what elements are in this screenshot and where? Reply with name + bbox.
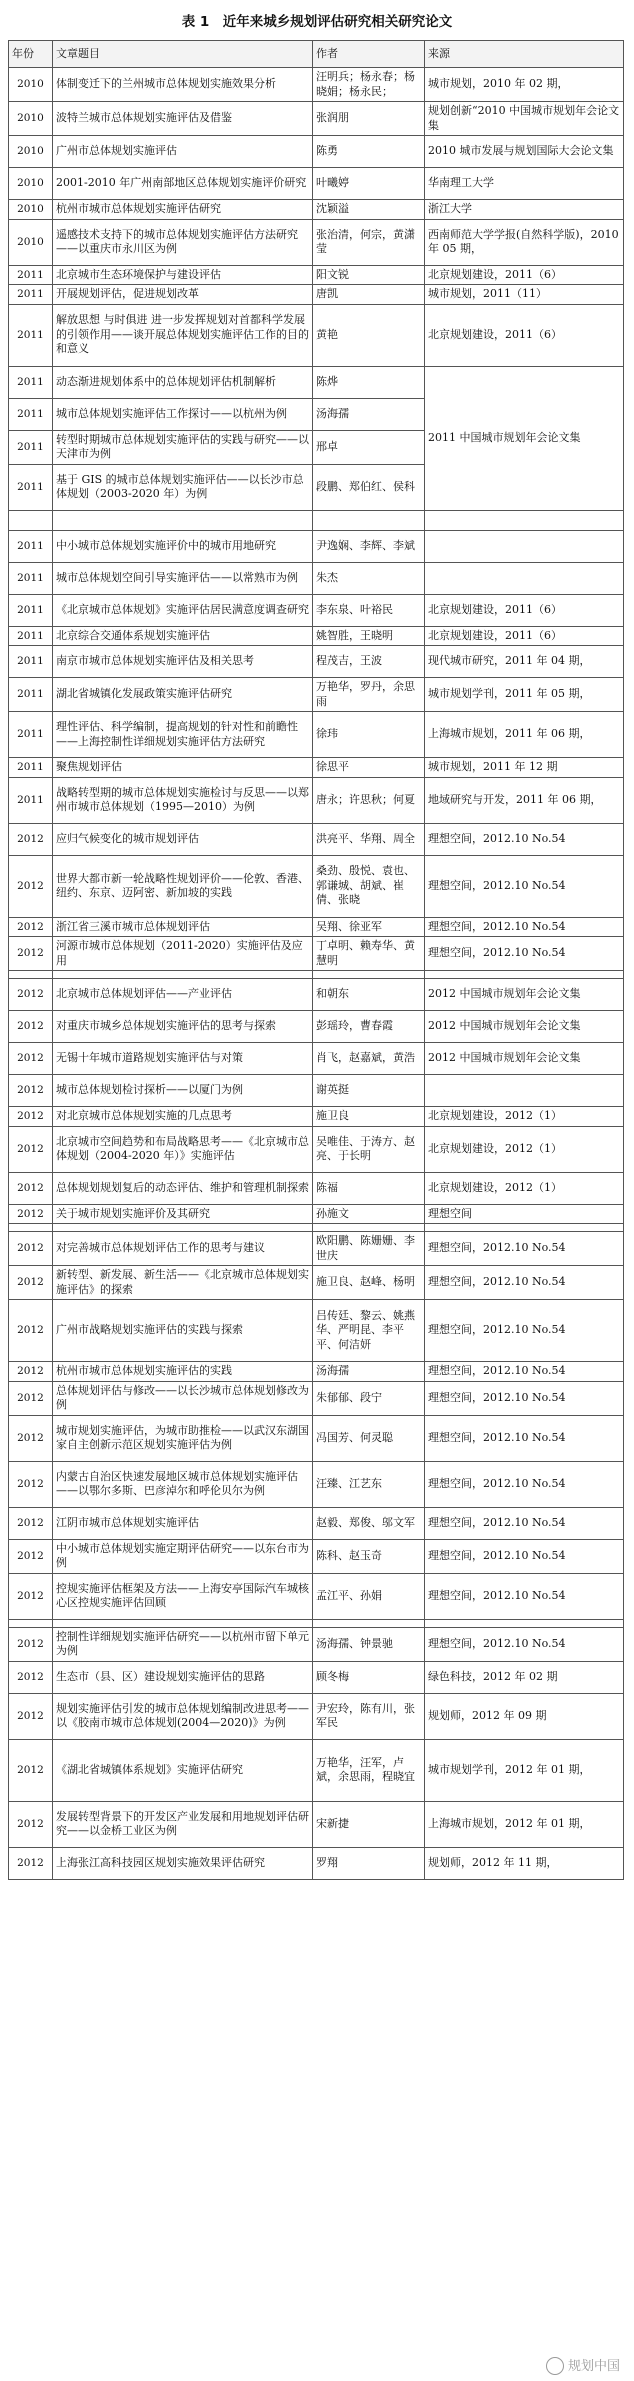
cell-year: 2012 bbox=[9, 1539, 53, 1573]
table-row bbox=[9, 1661, 624, 1693]
cell-source: 浙江大学 bbox=[425, 200, 624, 220]
cell-author: 李东泉、叶裕民 bbox=[313, 594, 425, 626]
table-row bbox=[9, 102, 624, 136]
table-row bbox=[9, 1362, 624, 1382]
cell-author: 程茂吉，王波 bbox=[313, 646, 425, 678]
cell-title: 城市规划实施评估，为城市助推检——以武汉东湖国家自主创新示范区规划实施评估为例 bbox=[53, 1415, 313, 1461]
table-row bbox=[9, 1172, 624, 1204]
cell-source: 地域研究与开发，2011 年 06 期， bbox=[425, 777, 624, 823]
cell-author: 顾冬梅 bbox=[313, 1661, 425, 1693]
cell-source: 理想空间，2012.10 No.54 bbox=[425, 855, 624, 917]
cell-author: 徐玮 bbox=[313, 712, 425, 758]
cell-author: 吴翔、徐亚军 bbox=[313, 917, 425, 937]
cell-source bbox=[425, 1075, 624, 1107]
cell-author: 欧阳鹏、陈姗姗、李世庆 bbox=[313, 1232, 425, 1266]
cell-author: 赵毅、郑俊、邬文军 bbox=[313, 1507, 425, 1539]
table-row bbox=[9, 1266, 624, 1300]
cell-author: 汤海孺 bbox=[313, 1362, 425, 1382]
cell-year: 2012 bbox=[9, 1627, 53, 1661]
cell-title: 无锡十年城市道路规划实施评估与对策 bbox=[53, 1043, 313, 1075]
table-row bbox=[9, 678, 624, 712]
cell-title: 聚焦规划评估 bbox=[53, 758, 313, 778]
cell-year: 2012 bbox=[9, 1075, 53, 1107]
cell-title: 对北京城市总体规划实施的几点思考 bbox=[53, 1107, 313, 1127]
cell-title: 规划实施评估引发的城市总体规划编制改进思考——以《胶南市城市总体规划(2004—2020)》为例 bbox=[53, 1693, 313, 1739]
cell-title: 中小城市总体规划实施定期评估研究——以东台市为例 bbox=[53, 1539, 313, 1573]
cell-source: 2012 中国城市规划年会论文集 bbox=[425, 1043, 624, 1075]
cell-year: 2010 bbox=[9, 219, 53, 265]
table-row bbox=[9, 1232, 624, 1266]
cell-source bbox=[425, 562, 624, 594]
table-row bbox=[9, 1381, 624, 1415]
cell-source: 理想空间，2012.10 No.54 bbox=[425, 1539, 624, 1573]
cell-author: 汪明兵；杨永春；杨晓娟；杨永民； bbox=[313, 68, 425, 102]
table-row bbox=[9, 1461, 624, 1507]
cell-year: 2010 bbox=[9, 102, 53, 136]
cell-source: 规划师，2012 年 09 期 bbox=[425, 1693, 624, 1739]
table-row bbox=[9, 1627, 624, 1661]
cell-author bbox=[313, 510, 425, 530]
cell-author: 汤海孺 bbox=[313, 398, 425, 430]
cell-title: 广州市总体规划实施评估 bbox=[53, 136, 313, 168]
cell-source: 理想空间，2012.10 No.54 bbox=[425, 823, 624, 855]
cell-title: 新转型、新发展、新生活——《北京城市总体规划实施评估》的探索 bbox=[53, 1266, 313, 1300]
cell-source: 理想空间，2012.10 No.54 bbox=[425, 1362, 624, 1382]
cell-title: 体制变迁下的兰州城市总体规划实施效果分析 bbox=[53, 68, 313, 102]
cell-year: 2012 bbox=[9, 979, 53, 1011]
cell-year: 2012 bbox=[9, 1172, 53, 1204]
cell-source: 上海城市规划，2012 年 01 期， bbox=[425, 1801, 624, 1847]
cell-source: 理想空间，2012.10 No.54 bbox=[425, 1507, 624, 1539]
cell-title: 波特兰城市总体规划实施评估及借鉴 bbox=[53, 102, 313, 136]
cell-title: 《北京城市总体规划》实施评估居民满意度调查研究 bbox=[53, 594, 313, 626]
cell-year: 2012 bbox=[9, 1266, 53, 1300]
table-header-row bbox=[9, 41, 624, 68]
cell-author: 唐凯 bbox=[313, 285, 425, 305]
cell-source: 规划师，2012 年 11 期， bbox=[425, 1847, 624, 1879]
table-row bbox=[9, 1204, 624, 1224]
cell-title: 理性评估、科学编制，提高规划的针对性和前瞻性——上海控制性详细规划实施评估方法研究 bbox=[53, 712, 313, 758]
cell-source: 北京规划建设，2011（6） bbox=[425, 265, 624, 285]
cell-source: 理想空间，2012.10 No.54 bbox=[425, 1381, 624, 1415]
watermark bbox=[546, 2355, 620, 2376]
cell-author: 汪臻、江艺东 bbox=[313, 1461, 425, 1507]
table-row bbox=[9, 510, 624, 530]
table-row bbox=[9, 937, 624, 971]
cell-title: 内蒙古自治区快速发展地区城市总体规划实施评估——以鄂尔多斯、巴彦淖尔和呼伦贝尔为例 bbox=[53, 1461, 313, 1507]
cell-source: 北京规划建设，2012（1） bbox=[425, 1126, 624, 1172]
cell-title: 动态渐进规划体系中的总体规划评估机制解析 bbox=[53, 366, 313, 398]
table-row bbox=[9, 1075, 624, 1107]
table-row bbox=[9, 646, 624, 678]
cell-title: 《湖北省城镇体系规划》实施评估研究 bbox=[53, 1739, 313, 1801]
cell-author: 黄艳 bbox=[313, 304, 425, 366]
cell-title bbox=[53, 971, 313, 979]
cell-author: 吴唯佳、于涛方、赵亮、于长明 bbox=[313, 1126, 425, 1172]
cell-title: 控制性详细规划实施评估研究——以杭州市留下单元为例 bbox=[53, 1627, 313, 1661]
table-row bbox=[9, 1801, 624, 1847]
cell-year: 2012 bbox=[9, 937, 53, 971]
cell-author: 朱杰 bbox=[313, 562, 425, 594]
cell-title: 2001-2010 年广州南部地区总体规划实施评价研究 bbox=[53, 168, 313, 200]
cell-title: 总体规划评估与修改——以长沙城市总体规划修改为例 bbox=[53, 1381, 313, 1415]
cell-author: 叶曦婷 bbox=[313, 168, 425, 200]
cell-author: 孙施文 bbox=[313, 1204, 425, 1224]
cell-title: 城市总体规划空间引导实施评估——以常熟市为例 bbox=[53, 562, 313, 594]
cell-author: 尹逸娴、李辉、李斌 bbox=[313, 530, 425, 562]
cell-year: 2012 bbox=[9, 855, 53, 917]
table-row bbox=[9, 366, 624, 398]
table-row bbox=[9, 530, 624, 562]
table-row bbox=[9, 1107, 624, 1127]
header-title: 文章题目 bbox=[53, 41, 313, 68]
cell-year: 2010 bbox=[9, 68, 53, 102]
cell-source: 城市规划学刊，2011 年 05 期， bbox=[425, 678, 624, 712]
table-row bbox=[9, 1224, 624, 1232]
cell-source: 现代城市研究，2011 年 04 期， bbox=[425, 646, 624, 678]
cell-year: 2012 bbox=[9, 1801, 53, 1847]
table-row bbox=[9, 758, 624, 778]
table-row bbox=[9, 68, 624, 102]
cell-author: 吕传廷、黎云、姚燕华、严明昆、李平平、何洁妍 bbox=[313, 1300, 425, 1362]
cell-title: 开展规划评估，促进规划改革 bbox=[53, 285, 313, 305]
cell-source: 理想空间，2012.10 No.54 bbox=[425, 1573, 624, 1619]
cell-source: 北京规划建设，2012（1） bbox=[425, 1107, 624, 1127]
table-row bbox=[9, 823, 624, 855]
cell-title: 对重庆市城乡总体规划实施评估的思考与探索 bbox=[53, 1011, 313, 1043]
cell-author: 唐永；许思秋；何夏 bbox=[313, 777, 425, 823]
table-row bbox=[9, 855, 624, 917]
table-row bbox=[9, 1011, 624, 1043]
cell-source: 北京规划建设，2012（1） bbox=[425, 1172, 624, 1204]
cell-source bbox=[425, 510, 624, 530]
cell-author: 陈科、赵玉奇 bbox=[313, 1539, 425, 1573]
cell-author: 施卫良、赵峰、杨明 bbox=[313, 1266, 425, 1300]
table-row bbox=[9, 594, 624, 626]
cell-title: 河源市城市总体规划（2011-2020）实施评估及应用 bbox=[53, 937, 313, 971]
cell-year: 2011 bbox=[9, 758, 53, 778]
cell-author: 肖飞，赵嘉斌，黄浩 bbox=[313, 1043, 425, 1075]
cell-year: 2012 bbox=[9, 1739, 53, 1801]
cell-source: 城市规划，2011 年 12 期 bbox=[425, 758, 624, 778]
cell-source: 理想空间，2012.10 No.54 bbox=[425, 1461, 624, 1507]
cell-source: 西南师范大学学报(自然科学版)，2010 年 05 期， bbox=[425, 219, 624, 265]
table-row bbox=[9, 285, 624, 305]
table-row bbox=[9, 200, 624, 220]
cell-title: 北京城市空间趋势和布局战略思考——《北京城市总体规划（2004-2020 年）》实施评估 bbox=[53, 1126, 313, 1172]
cell-title: 上海张江高科技园区规划实施效果评估研究 bbox=[53, 1847, 313, 1879]
cell-year bbox=[9, 1619, 53, 1627]
cell-source: 华南理工大学 bbox=[425, 168, 624, 200]
cell-year: 2012 bbox=[9, 1847, 53, 1879]
cell-author: 谢英挺 bbox=[313, 1075, 425, 1107]
cell-year: 2012 bbox=[9, 1693, 53, 1739]
cell-source: 城市规划，2011（11） bbox=[425, 285, 624, 305]
table-row bbox=[9, 712, 624, 758]
cell-author: 汤海孺、钟景驰 bbox=[313, 1627, 425, 1661]
cell-author: 宋新捷 bbox=[313, 1801, 425, 1847]
cell-author: 丁卓明、赖寿华、黄慧明 bbox=[313, 937, 425, 971]
cell-source: 理想空间，2012.10 No.54 bbox=[425, 1627, 624, 1661]
cell-author: 桑劲、殷悦、袁也、郭谦城、胡斌、崔倩、张晓 bbox=[313, 855, 425, 917]
header-year: 年份 bbox=[9, 41, 53, 68]
table-row bbox=[9, 136, 624, 168]
cell-source: 2010 城市发展与规划国际大会论文集 bbox=[425, 136, 624, 168]
cell-title: 浙江省三溪市城市总体规划评估 bbox=[53, 917, 313, 937]
cell-source: 理想空间，2012.10 No.54 bbox=[425, 1300, 624, 1362]
cell-year: 2011 bbox=[9, 626, 53, 646]
cell-author: 陈勇 bbox=[313, 136, 425, 168]
cell-author: 姚智胜，王晓明 bbox=[313, 626, 425, 646]
watermark-text: 规划中国 bbox=[567, 2358, 620, 2374]
table-row bbox=[9, 1415, 624, 1461]
cell-source bbox=[425, 1224, 624, 1232]
cell-author: 尹宏玲，陈有川，张军民 bbox=[313, 1693, 425, 1739]
cell-title: 北京城市总体规划评估——产业评估 bbox=[53, 979, 313, 1011]
table-body bbox=[9, 68, 624, 1880]
cell-year: 2010 bbox=[9, 200, 53, 220]
cell-author: 洪亮平、华翔、周全 bbox=[313, 823, 425, 855]
cell-year bbox=[9, 510, 53, 530]
table-row bbox=[9, 1693, 624, 1739]
cell-title bbox=[53, 1224, 313, 1232]
cell-author bbox=[313, 1224, 425, 1232]
cell-year: 2012 bbox=[9, 823, 53, 855]
cell-author: 彭瑶玲，曹春霞 bbox=[313, 1011, 425, 1043]
table-row bbox=[9, 1126, 624, 1172]
cell-author: 张治清，何宗，黄潇莹 bbox=[313, 219, 425, 265]
cell-title: 生态市（县、区）建设规划实施评估的思路 bbox=[53, 1661, 313, 1693]
table-caption: 表 1 近年来城乡规划评估研究相关研究论文 bbox=[181, 14, 453, 30]
cell-year: 2012 bbox=[9, 1043, 53, 1075]
cell-author: 冯国芳、何灵聪 bbox=[313, 1415, 425, 1461]
papers-table bbox=[8, 40, 624, 1880]
cell-year: 2012 bbox=[9, 1381, 53, 1415]
cell-year: 2011 bbox=[9, 594, 53, 626]
cell-title: 杭州市城市总体规划实施评估的实践 bbox=[53, 1362, 313, 1382]
cell-year: 2012 bbox=[9, 1126, 53, 1172]
cell-source: 理想空间，2012.10 No.54 bbox=[425, 937, 624, 971]
cell-year: 2012 bbox=[9, 1300, 53, 1362]
cell-year: 2011 bbox=[9, 777, 53, 823]
cell-year: 2012 bbox=[9, 1232, 53, 1266]
cell-year: 2010 bbox=[9, 168, 53, 200]
cell-title: 南京市城市总体规划实施评估及相关思考 bbox=[53, 646, 313, 678]
cell-source: 理想空间 bbox=[425, 1204, 624, 1224]
cell-year: 2012 bbox=[9, 1362, 53, 1382]
cell-author: 张润朋 bbox=[313, 102, 425, 136]
cell-source: 理想空间，2012.10 No.54 bbox=[425, 1266, 624, 1300]
cell-year: 2012 bbox=[9, 1661, 53, 1693]
table-row bbox=[9, 979, 624, 1011]
cell-year: 2012 bbox=[9, 1507, 53, 1539]
cell-title: 基于 GIS 的城市总体规划实施评估——以长沙市总体规划（2003-2020 年）为例 bbox=[53, 464, 313, 510]
cell-title bbox=[53, 510, 313, 530]
cell-author: 罗翔 bbox=[313, 1847, 425, 1879]
cell-title: 对完善城市总体规划评估工作的思考与建议 bbox=[53, 1232, 313, 1266]
cell-year bbox=[9, 1224, 53, 1232]
cell-year bbox=[9, 971, 53, 979]
cell-author: 陈烨 bbox=[313, 366, 425, 398]
cell-year: 2011 bbox=[9, 398, 53, 430]
cell-author: 朱郁郁、段宁 bbox=[313, 1381, 425, 1415]
table-row bbox=[9, 304, 624, 366]
cell-source: 城市规划，2010 年 02 期， bbox=[425, 68, 624, 102]
cell-source: 理想空间，2012.10 No.54 bbox=[425, 917, 624, 937]
cell-source-merged: 2011 中国城市规划年会论文集 bbox=[425, 366, 624, 510]
cell-source: 北京规划建设，2011（6） bbox=[425, 626, 624, 646]
cell-source: 2012 中国城市规划年会论文集 bbox=[425, 1011, 624, 1043]
table-row bbox=[9, 265, 624, 285]
cell-author: 施卫良 bbox=[313, 1107, 425, 1127]
table-row bbox=[9, 1739, 624, 1801]
cell-title: 解放思想 与时俱进 进一步发挥规划对首都科学发展的引领作用——谈开展总体规划实施评估工作的目的和意义 bbox=[53, 304, 313, 366]
table-row bbox=[9, 1619, 624, 1627]
cell-title: 北京综合交通体系规划实施评估 bbox=[53, 626, 313, 646]
cell-title bbox=[53, 1619, 313, 1627]
cell-author: 段鹏、郑伯红、侯科 bbox=[313, 464, 425, 510]
cell-year: 2012 bbox=[9, 1573, 53, 1619]
cell-source: 理想空间，2012.10 No.54 bbox=[425, 1415, 624, 1461]
cell-title: 发展转型背景下的开发区产业发展和用地规划评估研究——以金桥工业区为例 bbox=[53, 1801, 313, 1847]
cell-author bbox=[313, 971, 425, 979]
table-row bbox=[9, 1539, 624, 1573]
cell-author: 万艳华，汪军，卢斌，余思雨，程晓宜 bbox=[313, 1739, 425, 1801]
header-author: 作者 bbox=[313, 41, 425, 68]
table-row bbox=[9, 562, 624, 594]
cell-title: 城市总体规划检讨探析——以厦门为例 bbox=[53, 1075, 313, 1107]
table-row bbox=[9, 1507, 624, 1539]
cell-year: 2011 bbox=[9, 285, 53, 305]
cell-source: 上海城市规划，2011 年 06 期， bbox=[425, 712, 624, 758]
header-source: 来源 bbox=[425, 41, 624, 68]
cell-source: 2012 中国城市规划年会论文集 bbox=[425, 979, 624, 1011]
cell-title: 世界大都市新一轮战略性规划评价——伦敦、香港、纽约、东京、迈阿密、新加坡的实践 bbox=[53, 855, 313, 917]
cell-title: 中小城市总体规划实施评价中的城市用地研究 bbox=[53, 530, 313, 562]
cell-year: 2012 bbox=[9, 1204, 53, 1224]
cell-title: 总体规划规划复后的动态评估、维护和管理机制探索 bbox=[53, 1172, 313, 1204]
cell-author: 孟江平、孙娟 bbox=[313, 1573, 425, 1619]
cell-year: 2011 bbox=[9, 430, 53, 464]
table-row bbox=[9, 777, 624, 823]
cell-author: 万艳华，罗丹，余思雨 bbox=[313, 678, 425, 712]
cell-year: 2011 bbox=[9, 562, 53, 594]
cell-author bbox=[313, 1619, 425, 1627]
cell-source bbox=[425, 971, 624, 979]
cell-year: 2010 bbox=[9, 136, 53, 168]
cell-title: 湖北省城镇化发展政策实施评估研究 bbox=[53, 678, 313, 712]
cell-title: 江阴市城市总体规划实施评估 bbox=[53, 1507, 313, 1539]
cell-year: 2011 bbox=[9, 646, 53, 678]
cell-title: 北京城市生态环境保护与建设评估 bbox=[53, 265, 313, 285]
table-row bbox=[9, 1043, 624, 1075]
cell-title: 遥感技术支持下的城市总体规划实施评估方法研究——以重庆市永川区为例 bbox=[53, 219, 313, 265]
cell-source: 规划创新“2010 中国城市规划年会论文集 bbox=[425, 102, 624, 136]
cell-year: 2011 bbox=[9, 304, 53, 366]
cell-year: 2012 bbox=[9, 1107, 53, 1127]
table-row bbox=[9, 626, 624, 646]
cell-title: 杭州市城市总体规划实施评估研究 bbox=[53, 200, 313, 220]
cell-year: 2011 bbox=[9, 712, 53, 758]
cell-title: 控规实施评估框架及方法——上海安亭国际汽车城核心区控规实施评估回顾 bbox=[53, 1573, 313, 1619]
cell-source: 北京规划建设，2011（6） bbox=[425, 304, 624, 366]
cell-source: 理想空间，2012.10 No.54 bbox=[425, 1232, 624, 1266]
table-row bbox=[9, 971, 624, 979]
table-row bbox=[9, 1847, 624, 1879]
cell-year: 2012 bbox=[9, 917, 53, 937]
cell-title: 应归气候变化的城市规划评估 bbox=[53, 823, 313, 855]
table-row bbox=[9, 219, 624, 265]
cell-title: 城市总体规划实施评估工作探讨——以杭州为例 bbox=[53, 398, 313, 430]
cell-title: 关于城市规划实施评价及其研究 bbox=[53, 1204, 313, 1224]
cell-author: 沈颖溢 bbox=[313, 200, 425, 220]
cell-year: 2011 bbox=[9, 464, 53, 510]
cell-title: 广州市战略规划实施评估的实践与探索 bbox=[53, 1300, 313, 1362]
cell-year: 2011 bbox=[9, 530, 53, 562]
table-row bbox=[9, 1573, 624, 1619]
cell-source bbox=[425, 1619, 624, 1627]
wechat-icon bbox=[546, 2357, 564, 2375]
cell-author: 阳文锐 bbox=[313, 265, 425, 285]
table-row bbox=[9, 917, 624, 937]
table-row bbox=[9, 1300, 624, 1362]
cell-year: 2011 bbox=[9, 366, 53, 398]
cell-author: 和朝东 bbox=[313, 979, 425, 1011]
cell-year: 2012 bbox=[9, 1461, 53, 1507]
cell-year: 2012 bbox=[9, 1415, 53, 1461]
cell-title: 转型时期城市总体规划实施评估的实践与研究——以天津市为例 bbox=[53, 430, 313, 464]
cell-year: 2011 bbox=[9, 265, 53, 285]
cell-source: 城市规划学刊，2012 年 01 期， bbox=[425, 1739, 624, 1801]
cell-author: 徐思平 bbox=[313, 758, 425, 778]
cell-source: 绿色科技，2012 年 02 期 bbox=[425, 1661, 624, 1693]
table-row bbox=[9, 168, 624, 200]
cell-year: 2011 bbox=[9, 678, 53, 712]
cell-author: 邢卓 bbox=[313, 430, 425, 464]
cell-source: 北京规划建设，2011（6） bbox=[425, 594, 624, 626]
cell-author: 陈福 bbox=[313, 1172, 425, 1204]
cell-title: 战略转型期的城市总体规划实施检讨与反思——以郑州市城市总体规划（1995—2010）为例 bbox=[53, 777, 313, 823]
cell-source bbox=[425, 530, 624, 562]
cell-year: 2012 bbox=[9, 1011, 53, 1043]
